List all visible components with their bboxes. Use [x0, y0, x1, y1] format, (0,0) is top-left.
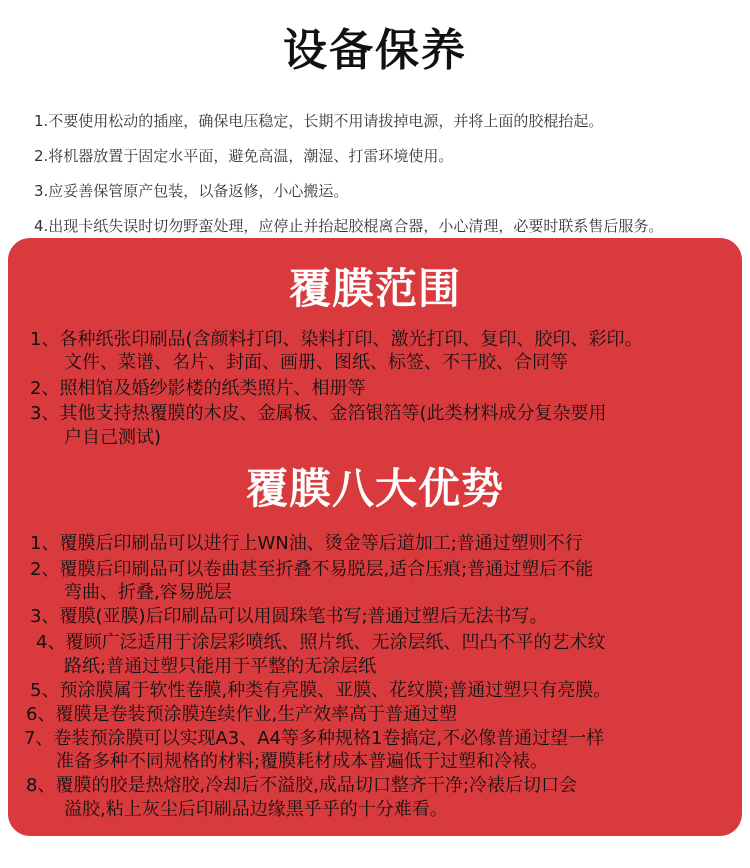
scope-line: 3、其他支持热覆膜的木皮、金属板、金箔银箔等(此类材料成分复杂要用	[30, 403, 607, 424]
scope-line: 2、照相馆及婚纱影楼的纸类照片、相册等	[30, 378, 366, 399]
advantage-line: 2、覆膜后印刷品可以卷曲甚至折叠不易脱层,适合压痕;普通过塑后不能	[30, 559, 594, 580]
maintenance-list	[34, 104, 734, 244]
advantage-line: 1、覆膜后印刷品可以进行上WN油、烫金等后道加工;普通过塑则不行	[30, 533, 583, 554]
advantage-line: 弯曲、折叠,容易脱层	[64, 582, 232, 603]
advantage-line: 路纸;普通过塑只能用于平整的无涂层纸	[64, 656, 377, 677]
advantage-line: 3、覆膜(亚膜)后印刷品可以用圆珠笔书写;普通过塑后无法书写。	[30, 606, 548, 627]
maintenance-item: 4.出现卡纸失误时切勿野蛮处理，应停止并抬起胶棍离合器，小心清理，必要时联系售后服务。	[34, 217, 664, 235]
advantages-heading: 覆膜八大优势	[245, 464, 504, 513]
maintenance-item: 2.将机器放置于固定水平面，避免高温，潮湿、打雷环境使用。	[34, 147, 454, 165]
advantage-line: 8、覆膜的胶是热熔胶,冷却后不溢胶,成品切口整齐干净;冷裱后切口会	[26, 775, 577, 796]
advantage-line: 7、卷装预涂膜可以实现A3、A4等多种规格1卷搞定,不必像普通过望一样	[24, 728, 605, 749]
advantage-line: 准备多种不同规格的材料;覆膜耗材成本普遍低于过塑和冷裱。	[56, 751, 549, 772]
lamination-info-panel	[8, 238, 742, 836]
page-title: 设备保养	[283, 25, 467, 76]
advantage-line: 溢胶,粘上灰尘后印刷品边缘黑乎乎的十分难看。	[64, 799, 448, 820]
scope-line: 文件、菜谱、名片、封面、画册、图纸、标签、不干胶、合同等	[64, 352, 568, 373]
scope-line: 户自己测试)	[64, 427, 162, 448]
scope-line: 1、各种纸张印刷品(含颜料打印、染料打印、激光打印、复印、胶印、彩印。	[30, 329, 643, 350]
advantage-line: 5、预涂膜属于软性卷膜,种类有亮膜、亚膜、花纹膜;普通过塑只有亮膜。	[30, 680, 612, 701]
advantage-line: 6、覆膜是卷装预涂膜连续作业,生产效率高于普通过塑	[26, 704, 458, 725]
maintenance-item: 1.不要使用松动的插座，确保电压稳定，长期不用请拔掉电源，并将上面的胶棍抬起。	[34, 112, 604, 130]
advantage-line: 4、覆顾广泛适用于涂层彩喷纸、照片纸、无涂层纸、凹凸不平的艺术纹	[36, 632, 606, 653]
maintenance-item: 3.应妥善保管原产包装，以备返修，小心搬运。	[34, 182, 349, 200]
scope-heading: 覆膜范围	[288, 264, 461, 313]
footer-strip	[0, 836, 750, 868]
